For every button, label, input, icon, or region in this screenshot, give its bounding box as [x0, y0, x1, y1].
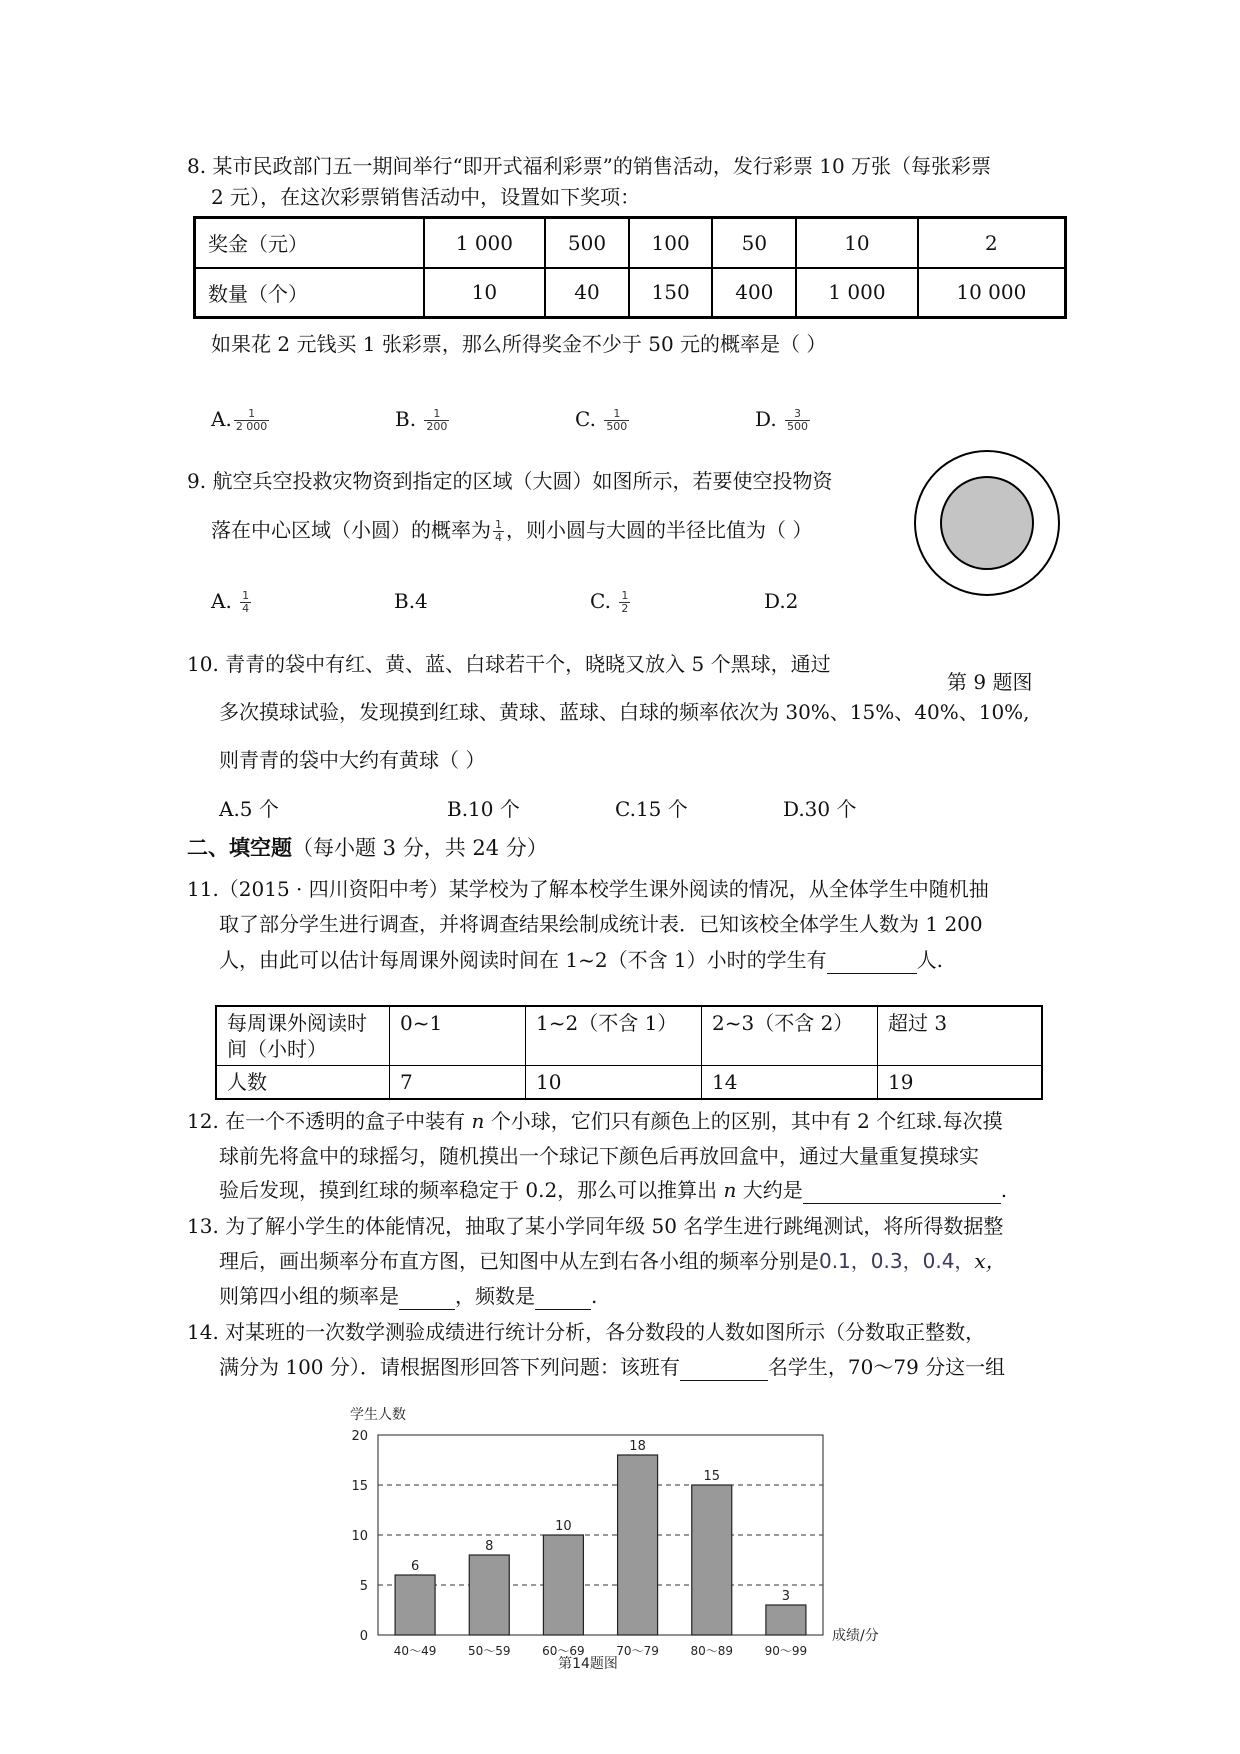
table-cell: 50	[712, 218, 796, 268]
y-axis-label: 学生人数	[350, 1407, 406, 1423]
table-cell: 奖金（元）	[195, 218, 424, 268]
answer-blank[interactable]	[827, 951, 917, 974]
table-cell: 7	[390, 1066, 526, 1100]
q11-reading-table	[215, 1005, 1043, 1100]
table-row	[195, 268, 1066, 318]
table-cell: 14	[702, 1066, 878, 1100]
q8-line2: 2 元），在这次彩票销售活动中，设置如下奖项：	[211, 185, 641, 209]
q14-line1: 14. 对某班的一次数学测验成绩进行统计分析，各分数段的人数如图所示（分数取正整数，	[187, 1320, 986, 1344]
answer-blank[interactable]	[803, 1181, 1001, 1204]
bar	[618, 1455, 658, 1635]
bar	[766, 1605, 806, 1635]
x-tick-label: 80～89	[690, 1644, 734, 1658]
fraction: $\frac{1}{2 000}$	[235, 407, 268, 433]
q8-prize-table	[193, 216, 1067, 319]
section-heading: 二、填空题（每小题 3 分，共 24 分）	[187, 835, 548, 860]
table-cell: 2~3（不含 2）	[702, 1006, 878, 1066]
table-row	[195, 218, 1066, 268]
data-label: 8	[485, 1539, 494, 1554]
q12-line2: 球前先将盒中的球摇匀，随机摸出一个球记下颜色后再放回盒中，通过大量重复摸球实	[219, 1144, 979, 1168]
bar	[692, 1485, 732, 1635]
small-circle	[941, 477, 1033, 569]
table-cell: 1 000	[796, 268, 918, 318]
fraction: $\frac{1}{500}$	[606, 407, 628, 433]
q10-option-b: B.10 个	[447, 797, 520, 821]
table-cell: 10 000	[918, 268, 1066, 318]
bar	[543, 1535, 583, 1635]
data-label: 6	[410, 1559, 420, 1574]
table-cell: 100	[629, 218, 713, 268]
q9-line2: 落在中心区域（小圆）的概率为 $\frac{1}{4}$ ，则小圆与大圆的半径比值为（ ）	[211, 518, 813, 544]
x-tick-label: 50～59	[467, 1644, 511, 1658]
table-cell: 19	[878, 1066, 1043, 1100]
table-cell: 0~1	[390, 1006, 526, 1066]
q12-line1: 12. 在一个不透明的盒子中装有 n 个小球，它们只有颜色上的区别，其中有 2 个红球.每次摸	[187, 1109, 1003, 1133]
q14-bar-chart	[340, 1400, 920, 1670]
q10-option-d: D.30 个	[783, 797, 857, 821]
y-tick-label: 5	[359, 1579, 368, 1594]
answer-blank[interactable]	[535, 1287, 591, 1310]
q8-option-c: C. $\frac{1}{500}$	[575, 407, 628, 433]
answer-blank[interactable]	[680, 1358, 768, 1381]
q13-line3: 则第四小组的频率是 ，频数是 .	[219, 1284, 598, 1308]
q9-option-d: D.2	[764, 589, 799, 613]
table-cell: 1 000	[424, 218, 546, 268]
table-cell: 2	[918, 218, 1066, 268]
table-cell: 数量（个）	[195, 268, 424, 318]
q8-line1: 8. 某市民政部门五一期间举行“即开式福利彩票”的销售活动，发行彩票 10 万张（每张彩票	[187, 154, 992, 178]
table-cell: 10	[796, 218, 918, 268]
y-tick-label: 0	[359, 1629, 368, 1644]
q9-figure-caption: 第 9 题图	[947, 670, 1033, 694]
data-label: 10	[555, 1519, 572, 1534]
q10-line1: 10. 青青的袋中有红、黄、蓝、白球若干个，晓晓又放入 5 个黑球，通过	[187, 652, 831, 676]
q11-line3: 人，由此可以估计每周课外阅读时间在 1~2（不含 1）小时的学生有 人.	[219, 948, 944, 972]
table-cell: 40	[545, 268, 629, 318]
q11-line2: 取了部分学生进行调查，并将调查结果绘制成统计表．已知该校全体学生人数为 1 200	[219, 912, 983, 936]
q13-line2: 理后，画出频率分布直方图，已知图中从左到右各小组的频率分别是0.1，0.3，0.4，x，	[219, 1249, 1006, 1273]
q8-option-d: D. $\frac{3}{500}$	[755, 407, 809, 433]
x-tick-label: 40～49	[393, 1644, 437, 1658]
fraction: $\frac{1}{4}$	[242, 589, 250, 615]
table-cell: 400	[712, 268, 796, 318]
q13-line1: 13. 为了解小学生的体能情况，抽取了某小学同年级 50 名学生进行跳绳测试，将所得数据整	[187, 1214, 1004, 1238]
q11-line1: 11.（2015 · 四川资阳中考）某学校为了解本校学生课外阅读的情况，从全体学生中随机抽	[187, 877, 989, 901]
q8-option-b: B. $\frac{1}{200}$	[395, 407, 448, 433]
q10-line2: 多次摸球试验，发现摸到红球、黄球、蓝球、白球的频率依次为 30%、15%、40%、10%,	[219, 700, 1030, 724]
table-cell: 1~2（不含 1）	[526, 1006, 702, 1066]
q10-option-c: C.15 个	[615, 797, 688, 821]
q12-line3: 验后发现，摸到红球的频率稳定于 0.2，那么可以推算出 n 大约是 .	[219, 1178, 1008, 1202]
table-cell: 人数	[216, 1066, 390, 1100]
data-label: 18	[629, 1439, 646, 1454]
answer-blank[interactable]	[399, 1287, 455, 1310]
q9-circle-figure	[912, 448, 1062, 598]
table-cell: 10	[424, 268, 546, 318]
fraction: $\frac{1}{200}$	[426, 407, 448, 433]
data-label: 15	[703, 1469, 721, 1484]
q8-option-a: A. $\frac{1}{2 000}$	[211, 407, 268, 433]
table-cell: 超过 3	[878, 1006, 1043, 1066]
q9-line1: 9. 航空兵空投救灾物资到指定的区域（大圆）如图所示，若要使空投物资	[187, 469, 833, 493]
q9-option-c: C. $\frac{1}{2}$	[590, 589, 629, 615]
q10-line3: 则青青的袋中大约有黄球（ ）	[219, 748, 486, 772]
table-row	[216, 1066, 1042, 1100]
q14-line2: 满分为 100 分）．请根据图形回答下列问题：该班有 名学生，70～79 分这一组	[219, 1355, 1006, 1379]
y-tick-label: 20	[351, 1429, 368, 1444]
table-cell: 10	[526, 1066, 702, 1100]
table-cell: 150	[629, 268, 713, 318]
fraction: $\frac{1}{4}$	[495, 518, 502, 544]
x-tick-label: 90～99	[764, 1644, 808, 1658]
x-tick-label: 60～69	[542, 1644, 585, 1658]
q10-option-a: A.5 个	[219, 797, 279, 821]
bar	[469, 1555, 509, 1635]
q9-option-b: B.4	[394, 589, 428, 613]
q8-question: 如果花 2 元钱买 1 张彩票，那么所得奖金不少于 50 元的概率是（ ）	[211, 332, 827, 356]
table-cell: 每周课外阅读时间（小时）	[216, 1006, 390, 1066]
x-axis-label: 成绩/分	[832, 1628, 879, 1644]
table-cell: 500	[545, 218, 629, 268]
bar	[395, 1575, 435, 1635]
y-tick-label: 15	[351, 1479, 368, 1494]
fraction: $\frac{1}{2}$	[621, 589, 629, 615]
x-tick-label: 70～79	[616, 1644, 659, 1658]
q9-option-a: A. $\frac{1}{4}$	[211, 589, 250, 615]
y-tick-label: 10	[351, 1529, 368, 1544]
table-row	[216, 1006, 1042, 1066]
fraction: $\frac{3}{500}$	[787, 407, 809, 433]
data-label: 3	[781, 1589, 791, 1604]
chart-caption: 第14题图	[558, 1656, 618, 1670]
